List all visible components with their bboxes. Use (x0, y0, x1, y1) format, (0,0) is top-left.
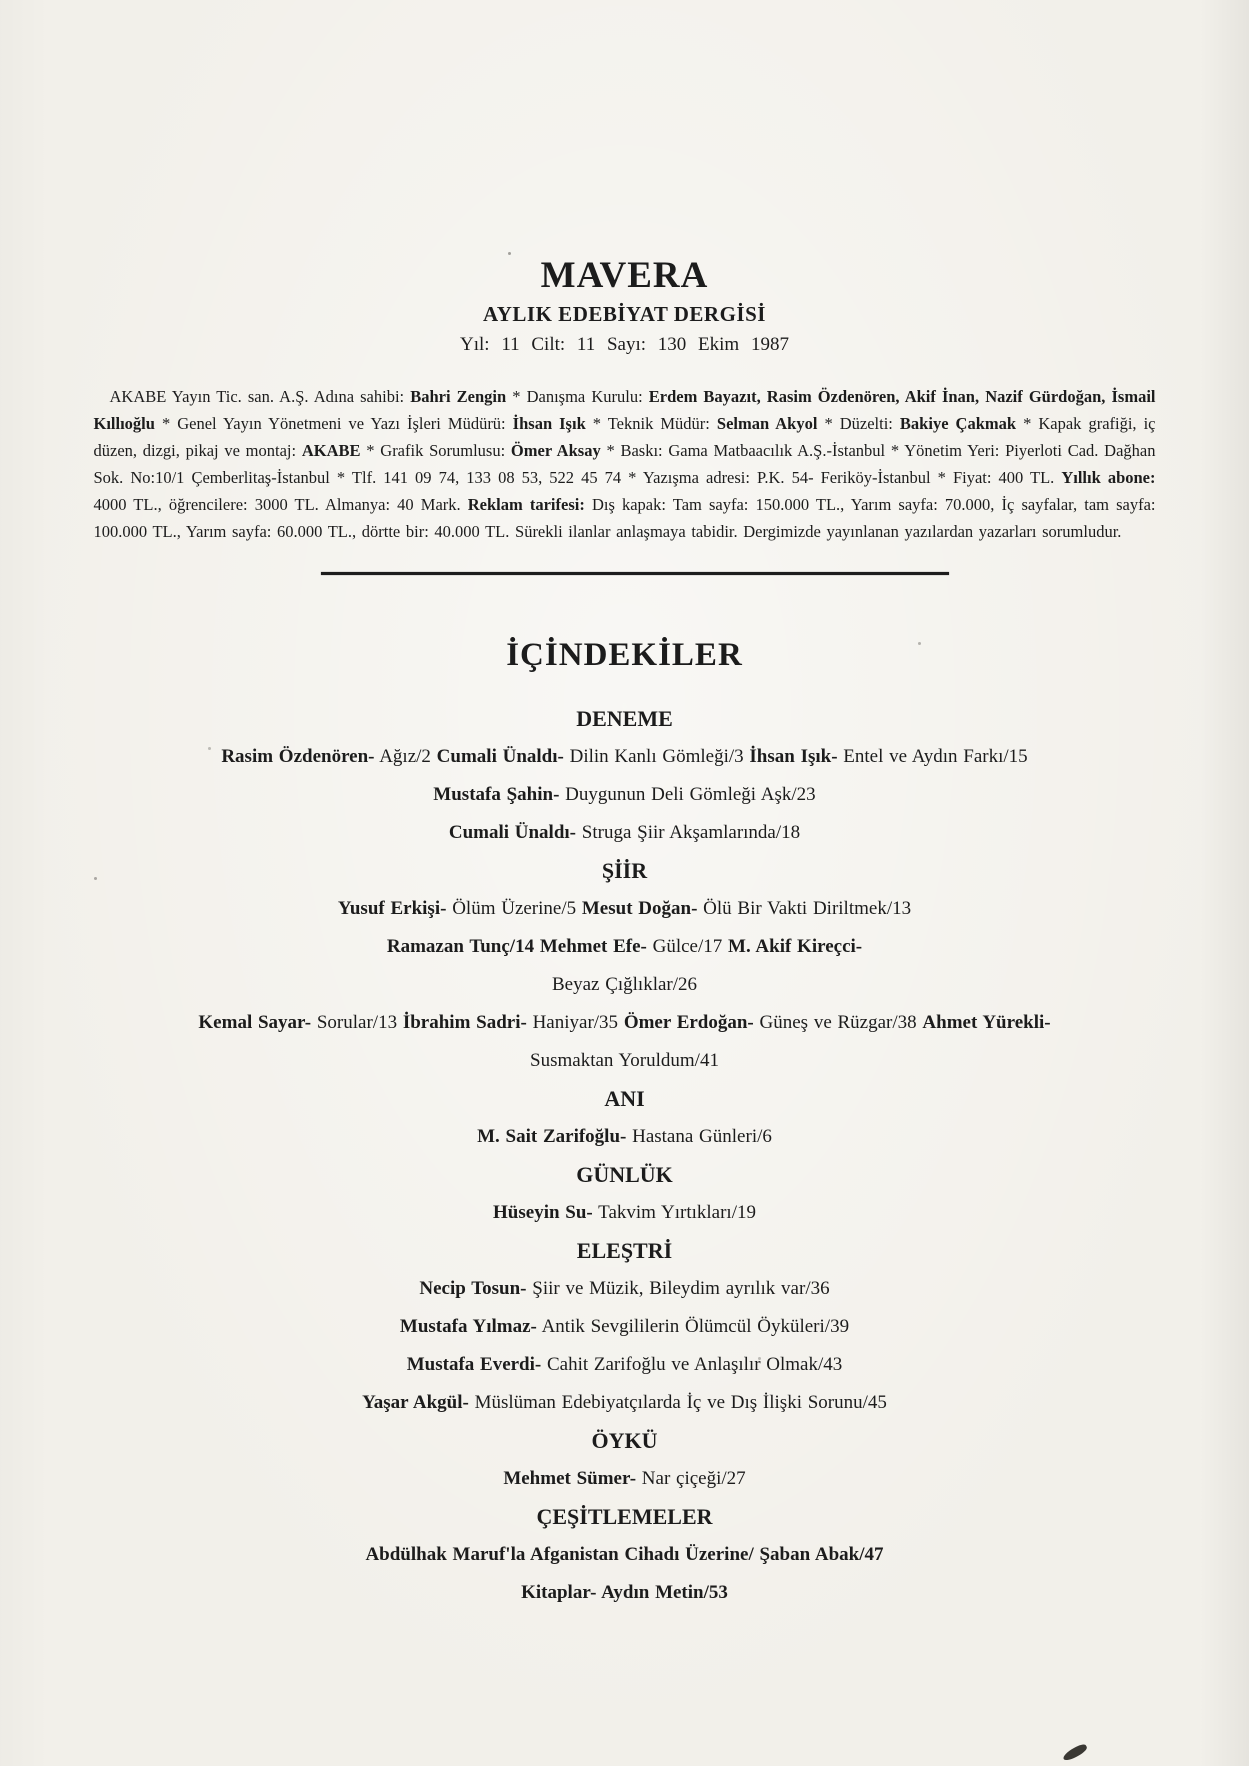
toc-text: Hüseyin Su- (493, 1202, 593, 1223)
toc-line (0, 928, 1249, 966)
toc-text: Kitaplar- Aydın Metin/53 (521, 1582, 728, 1603)
toc-text: Cumali Ünaldı- (448, 822, 577, 843)
toc-line (0, 1118, 1249, 1156)
scan-speck (508, 252, 511, 255)
toc-line (0, 1194, 1249, 1232)
masthead-text: Ömer Aksay (510, 441, 601, 460)
masthead-text: * Genel Yayın Yönetmeni ve Yazı İşleri Müdürü: (154, 414, 513, 433)
toc-line (0, 1270, 1249, 1308)
toc-text: Cumali Ünaldı- (436, 746, 564, 767)
toc-text: İbrahim Sadri- (402, 1012, 527, 1033)
masthead-header (0, 0, 1249, 356)
toc-text: Müslüman Edebiyatçılarda İç ve Dış İlişki Sorunu/45 (468, 1392, 887, 1413)
magazine-subtitle: AYLIK EDEBİYAT DERGİSİ (483, 302, 766, 326)
masthead-text: Reklam tarifesi: (467, 495, 585, 514)
toc-line (0, 1042, 1249, 1080)
toc-text: Ramazan Tunç/14 (386, 936, 540, 957)
toc-line (0, 1004, 1249, 1042)
toc-text: Mehmet Efe- (539, 936, 647, 957)
masthead-text: * Düzelti: (817, 414, 900, 433)
issue-info: Yıl: 11 Cilt: 11 Sayı: 130 Ekim 1987 (460, 334, 789, 355)
toc-text: Mustafa Yılmaz- (399, 1316, 537, 1337)
toc-section-heading: GÜNLÜK (576, 1162, 673, 1187)
masthead-text: AKABE (301, 441, 361, 460)
toc-text: Kemal Sayar- (198, 1012, 312, 1033)
toc-line (0, 1574, 1249, 1612)
toc-section-heading: ÇEŞİTLEMELER (536, 1504, 713, 1529)
toc-text: Entel ve Aydın Farkı/15 (837, 746, 1028, 767)
masthead-text: * Danışma Kurulu: (506, 387, 649, 406)
toc-text: Güneş ve Rüzgar/38 (753, 1012, 923, 1033)
toc-section-heading: ŞİİR (601, 858, 648, 883)
toc-section-heading: DENEME (576, 706, 673, 731)
masthead-text: 4000 TL., öğrencilere: 3000 TL. Almanya: 40 Mark. (93, 495, 468, 514)
toc-text: Ağız/2 (374, 746, 437, 767)
toc-text: Cahit Zarifoğlu ve Anlaşılır Olmak/43 (541, 1354, 843, 1375)
toc-text: Mehmet Sümer- (503, 1468, 637, 1489)
toc-text: Struga Şiir Akşamlarında/18 (576, 822, 801, 843)
toc-text: Ahmet Yürekli- (922, 1012, 1051, 1033)
toc-section-heading: ELEŞTRİ (576, 1238, 673, 1263)
toc-text: Mustafa Everdi- (406, 1354, 542, 1375)
toc-text: Ölü Bir Vakti Diriltmek/13 (697, 898, 912, 919)
toc-line (0, 966, 1249, 1004)
masthead-text: Erdem Bayazıt, Rasim Özdenören, Akif İnan, Nazif Gürdoğan, İsmail Kıllıoğlu (93, 387, 1156, 433)
toc-text: M. Akif Kireçci- (728, 936, 863, 957)
toc-text: Şiir ve Müzik, Bileydim ayrılık var/36 (526, 1278, 830, 1299)
toc-line (0, 890, 1249, 928)
toc-section-heading: ANI (604, 1086, 645, 1111)
toc-text: Mustafa Şahin- (433, 784, 560, 805)
toc-line (0, 1536, 1249, 1574)
contents-heading: İÇİNDEKİLER (506, 637, 743, 673)
toc-line (0, 1308, 1249, 1346)
toc-text: İhsan Işık- (749, 746, 838, 767)
masthead-text: Yıllık abone: (1061, 468, 1156, 487)
toc-text: Nar çiçeği/27 (636, 1468, 746, 1489)
toc-text: Haniyar/35 (526, 1012, 624, 1033)
masthead-text: Bahri Zengin (410, 387, 507, 406)
toc-text: M. Sait Zarifoğlu- (477, 1126, 627, 1147)
toc-text: Gülce/17 (646, 936, 729, 957)
toc-text: Yusuf Erkişi- (337, 898, 447, 919)
masthead-paragraph (94, 383, 1156, 545)
masthead-text: * Kapak grafiği, iç düzen, dizgi, pikaj ve montaj: (93, 414, 1156, 460)
masthead-text: Bakiye Çakmak (899, 414, 1017, 433)
toc-line (0, 1384, 1249, 1422)
toc-text: Antik Sevgililerin Ölümcül Öyküleri/39 (536, 1316, 850, 1337)
masthead-text: İhsan Işık (512, 414, 586, 433)
toc-text: Ömer Erdoğan- (623, 1012, 754, 1033)
masthead-text: Dış kapak: Tam sayfa: 150.000 TL., Yarım sayfa: 70.000, İç sayfalar, tam sayfa: 100.000 TL., Yarım sayfa: 60.000 TL., dörtte bir: 40.000 TL. Sürekli ilanlar anlaşmaya tabidir. Dergimizde yayınlanan yazılardan yazarları sorumludur. (93, 495, 1156, 541)
masthead-text: AKABE Yayın Tic. san. A.Ş. Adına sahibi: (109, 387, 411, 406)
toc-line (0, 776, 1249, 814)
toc-text: Hastana Günleri/6 (626, 1126, 772, 1147)
toc-text: Abdülhak Maruf'la Afganistan Cihadı Üzerine/ Şaban Abak/47 (365, 1544, 884, 1565)
divider-rule (321, 572, 949, 575)
scan-smudge (1061, 1742, 1088, 1762)
magazine-title: MAVERA (540, 255, 709, 296)
masthead-text: * Teknik Müdür: (585, 414, 717, 433)
toc-text: Mesut Doğan- (581, 898, 698, 919)
toc-section-heading: ÖYKÜ (591, 1428, 658, 1453)
toc-text: Beyaz Çığlıklar/26 (551, 974, 698, 995)
toc-text: Sorular/13 (311, 1012, 403, 1033)
masthead-text: * Baskı: Gama Matbaacılık A.Ş.-İstanbul * Yönetim Yeri: Piyerloti Cad. Dağhan Sok. No:10/1 Çemberlitaş-İstanbul * Tlf. 141 09 74, 133 08 53, 522 45 74 * Yazışma adresi: P.K. 54- Feriköy-İstanbul * Fiyat: 400 TL. (93, 441, 1156, 487)
toc-text: Ölüm Üzerine/5 (446, 898, 582, 919)
toc-line (0, 1460, 1249, 1498)
toc-line (0, 738, 1249, 776)
masthead-text: Selman Akyol (716, 414, 818, 433)
toc-text: Dilin Kanlı Gömleği/3 (563, 746, 750, 767)
masthead-text: * Grafik Sorumlusu: (360, 441, 511, 460)
toc-text: Rasim Özdenören- (221, 746, 375, 767)
table-of-contents (0, 700, 1249, 1612)
toc-text: Susmaktan Yoruldum/41 (530, 1050, 719, 1071)
toc-line (0, 814, 1249, 852)
toc-text: Necip Tosun- (419, 1278, 527, 1299)
toc-text: Duygunun Deli Gömleği Aşk/23 (559, 784, 816, 805)
toc-line (0, 1346, 1249, 1384)
toc-text: Takvim Yırtıkları/19 (592, 1202, 756, 1223)
toc-text: Yaşar Akgül- (362, 1392, 469, 1413)
